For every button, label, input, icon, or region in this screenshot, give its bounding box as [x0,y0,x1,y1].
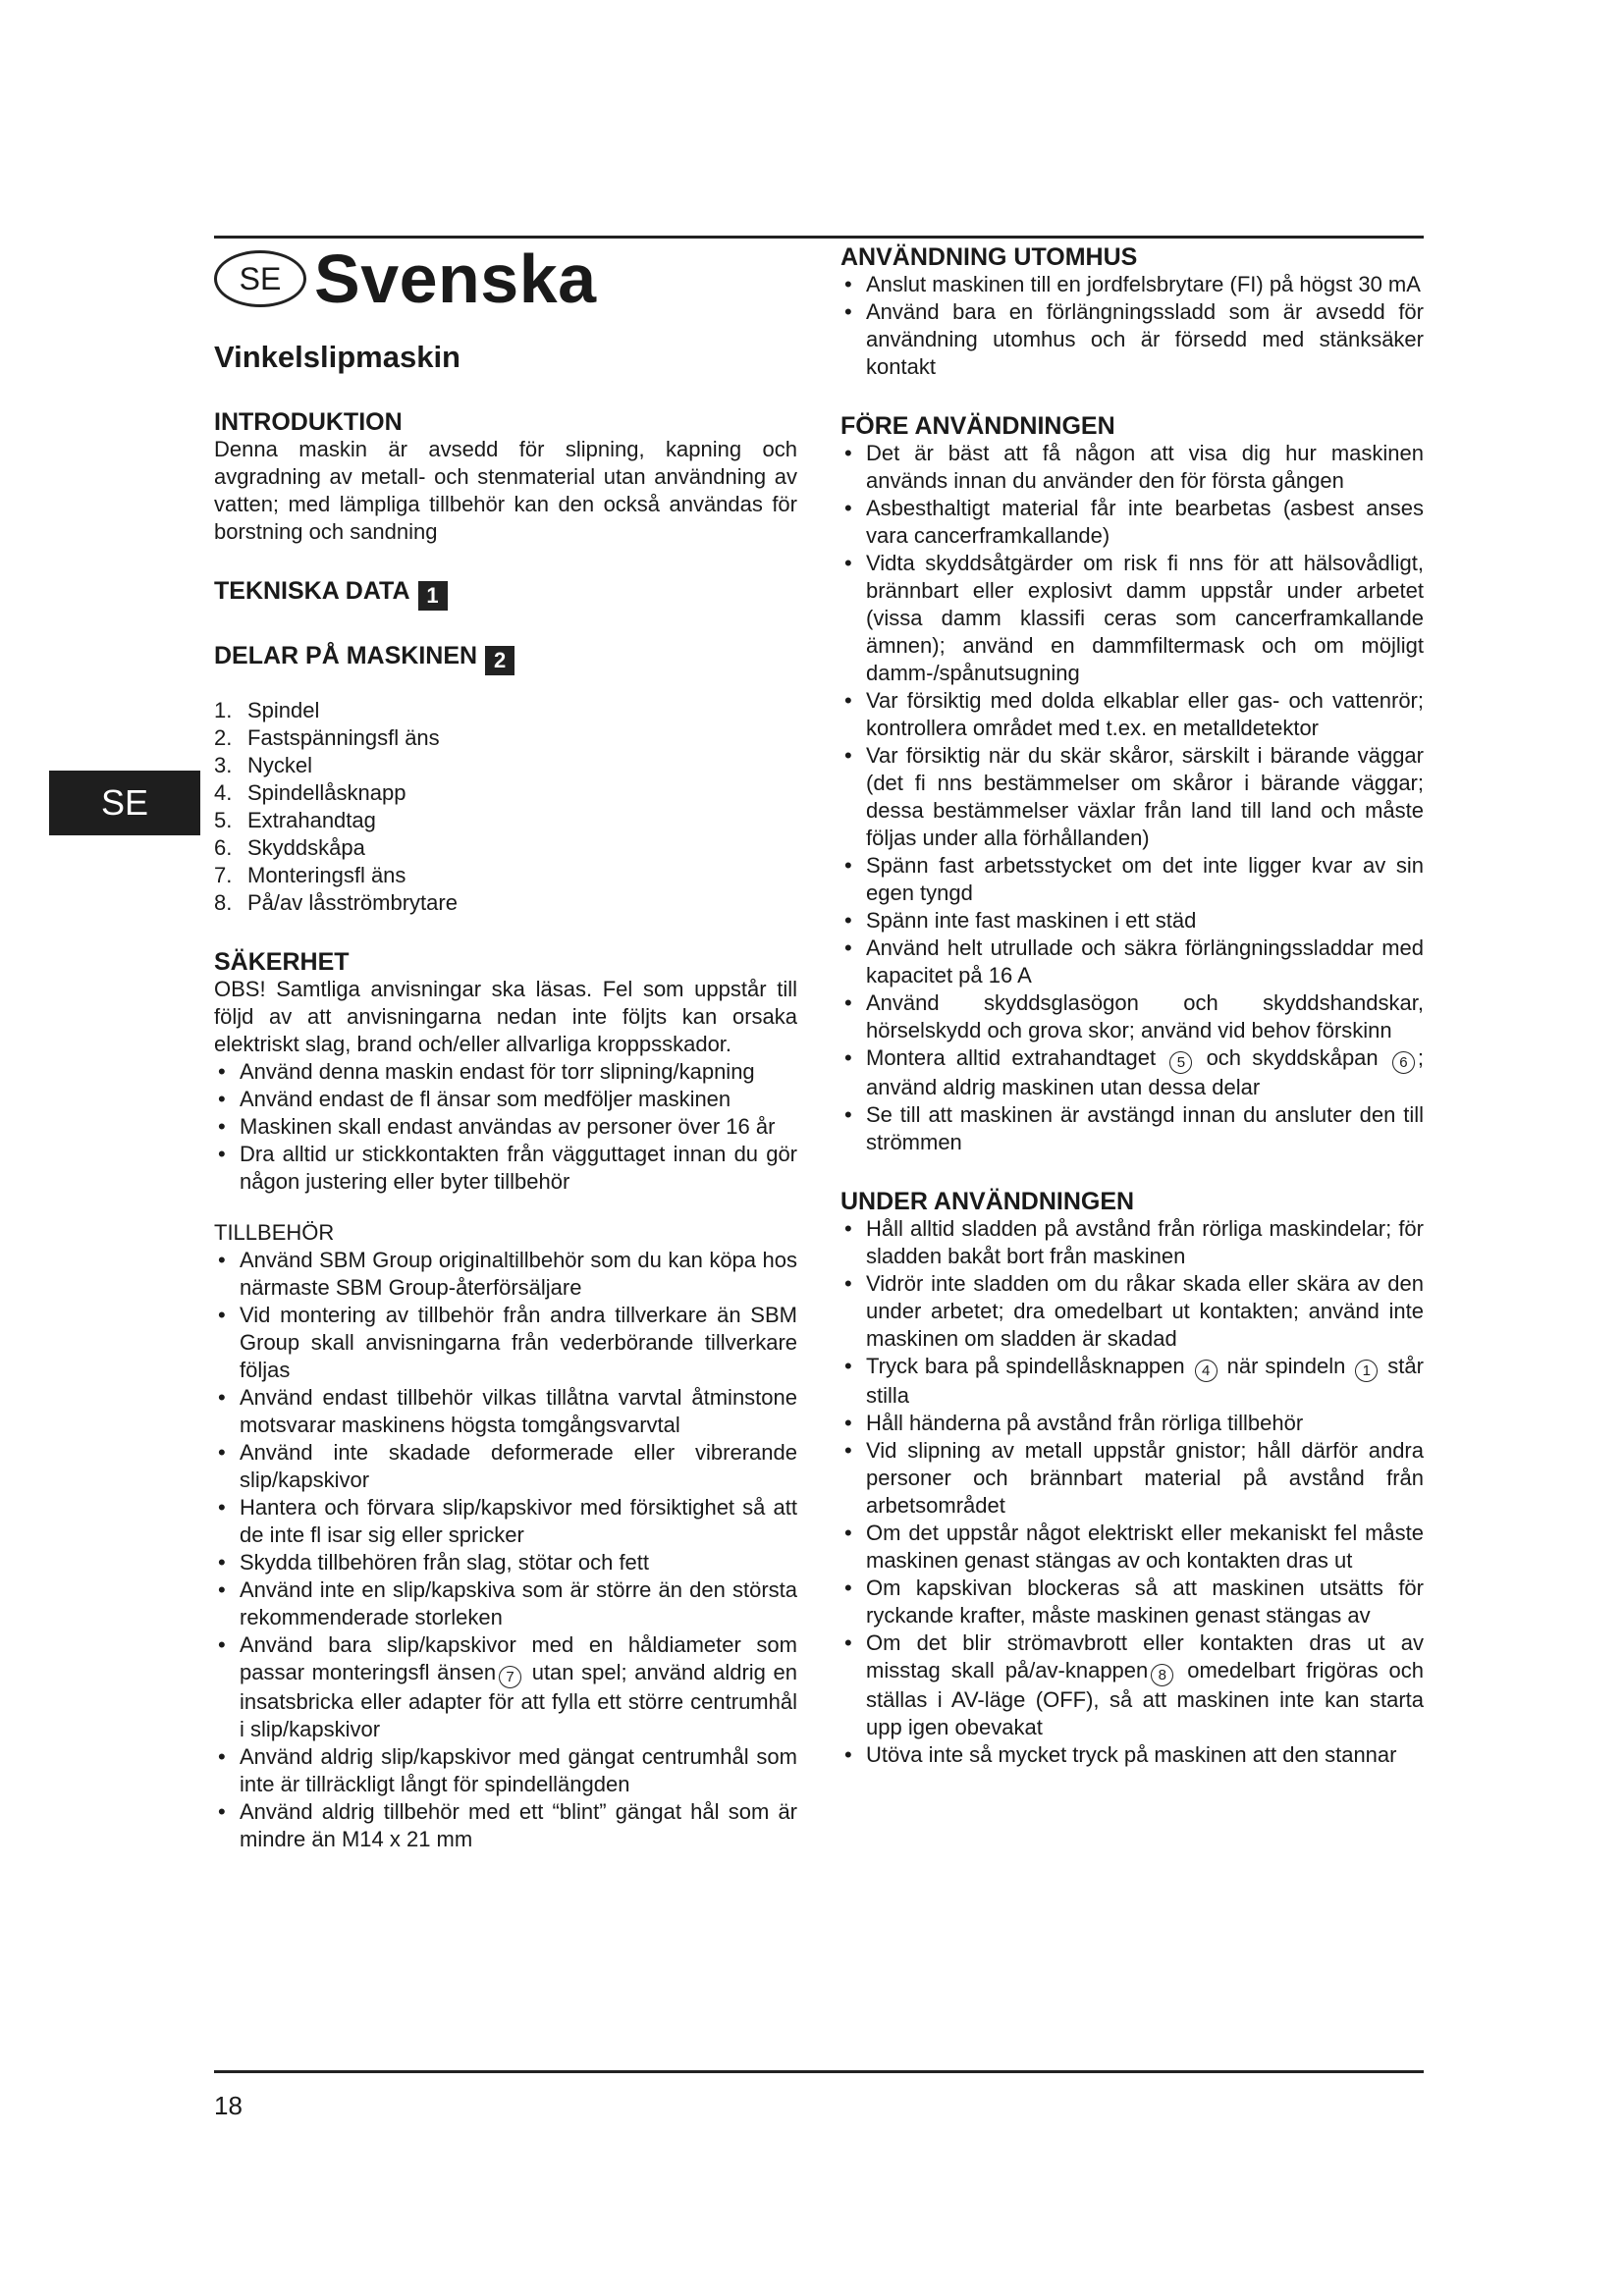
safety-section [214,948,797,1196]
before-list [840,440,1424,1156]
list-item: • Spänn fast arbetsstycket om det inte ligger kvar av sin egen tyngd [840,852,1424,907]
language-code: SE [239,260,282,296]
list-item: • Använd inte skadade deformerade eller vibrerande slip/kapskivor [214,1439,797,1494]
list-item: • Skydda tillbehören från slag, stötar och fett [214,1549,797,1576]
list-item: • Utöva inte så mycket tryck på maskinen att den stannar [840,1741,1424,1769]
list-item: • Var försiktig när du skär skåror, särskilt i bärande väggar (det fi nns bestämmelser om skåror i bärande väggar; dessa bestämmelser växlar från land till land och måste följas under alla förhållanden) [840,742,1424,852]
list-item: • Vid montering av tillbehör från andra tillverkare än SBM Group skall anvisningarna från vederbörande tillverkare följas [214,1302,797,1384]
outdoor-section [840,243,1424,381]
during-section [840,1188,1424,1769]
part-ref-circle: 4 [1195,1360,1218,1382]
figure-ref-badge: 1 [418,581,448,611]
list-item: 4. Spindellåsknapp [214,780,406,805]
safety-intro: OBS! Samtliga anvisningar ska läsas. Fel som uppstår till följd av att anvisningarna nedan inte följts kan orsaka elektriskt slag, brand och/eller allvarliga kroppsskador. [214,977,797,1056]
accessories-heading: TILLBEHÖR [214,1220,335,1245]
during-heading: UNDER ANVÄNDNINGEN [840,1188,1135,1215]
list-item: • Dra alltid ur stickkontakten från vägguttaget innan du gör någon justering eller byter tillbehör [214,1141,797,1196]
side-tab-label: SE [100,782,149,823]
outdoor-heading: ANVÄNDNING UTOMHUS [840,243,1138,271]
list-item: 8. På/av låsströmbrytare [214,890,458,915]
list-item: • Använd SBM Group originaltillbehör som du kan köpa hos närmaste SBM Group-återförsäljare [214,1247,797,1302]
outdoor-list [840,271,1424,381]
accessories-section [214,1219,797,1853]
list-item: • Vid slipning av metall uppstår gnistor; håll därför andra personer och brännbart material på avstånd från arbetsområdet [840,1437,1424,1520]
list-item: • Använd helt utrullade och säkra förlängningssladdar med kapacitet på 16 A [840,934,1424,989]
list-item: • Använd bara en förlängningssladd som är avsedd för användning utomhus och är försedd med stänksäker kontakt [840,298,1424,381]
list-item: • Spänn inte fast maskinen i ett städ [840,907,1424,934]
document-subtitle: Vinkelslipmaskin [214,340,460,374]
list-item: • Håll alltid sladden på avstånd från rörliga maskindelar; för sladden bakåt bort från maskinen [840,1215,1424,1270]
list-item: • Använd bara slip/kapskivor med en håldiameter som passar monteringsfl änsen 7 utan spel; använd aldrig en insatsbricka eller adapter för att fylla ett större centrumhål i slip/kapskivor [214,1631,797,1743]
figure-ref-badge: 2 [485,646,514,675]
list-item: • Använd inte en slip/kapskiva som är större än den största rekommenderade storleken [214,1576,797,1631]
list-item: • Använd skyddsglasögon och skyddshandskar, hörselskydd och grova skor; använd vid behov förskinn [840,989,1424,1044]
safety-heading: SÄKERHET [214,948,350,976]
list-item: • Maskinen skall endast användas av personer över 16 år [214,1113,797,1141]
during-list [840,1215,1424,1769]
left-column [214,234,797,1853]
list-item: • Håll händerna på avstånd från rörliga tillbehör [840,1410,1424,1437]
intro-heading: INTRODUKTION [214,408,403,436]
language-code-oval [214,250,306,307]
parts-heading [214,642,797,675]
list-item: • Om det uppstår något elektriskt eller mekaniskt fel måste maskinen genast stängas av och kontakten dras ut [840,1520,1424,1575]
list-item: • Asbesthaltigt material får inte bearbetas (asbest anses vara cancerframkallande) [840,495,1424,550]
tech-section [214,577,797,611]
list-item: • Hantera och förvara slip/kapskivor med försiktighet så att de inte fl isar sig eller spricker [214,1494,797,1549]
list-item: • Vidrör inte sladden om du råkar skada eller skära av den under arbetet; dra omedelbart ut kontakten; använd inte maskinen om sladden är skadad [840,1270,1424,1353]
list-item: 3. Nyckel [214,753,313,777]
list-item: 5. Extrahandtag [214,808,376,832]
list-item: 2. Fastspänningsfl äns [214,725,440,750]
parts-heading-text: DELAR PÅ MASKINEN [214,642,478,669]
language-side-tab [49,771,200,835]
right-column [840,243,1424,1769]
list-item: • Tryck bara på spindellåsknappen 4 när spindeln 1 står stilla [840,1353,1424,1410]
list-item: • Det är bäst att få någon att visa dig hur maskinen används innan du använder den för första gången [840,440,1424,495]
list-item: 6. Skyddskåpa [214,835,365,860]
before-section [840,412,1424,1156]
part-ref-circle: 7 [499,1666,521,1688]
tech-heading-text: TEKNISKA DATA [214,577,410,605]
part-ref-circle: 5 [1169,1051,1192,1074]
language-title: Svenska [314,240,597,317]
list-item: • Anslut maskinen till en jordfelsbrytare (FI) på högst 30 mA [840,271,1424,298]
list-item: • Se till att maskinen är avstängd innan du ansluter den till strömmen [840,1101,1424,1156]
intro-section [214,408,797,546]
accessories-list [214,1247,797,1853]
intro-text: Denna maskin är avsedd för slipning, kapning och avgradning av metall- och stenmaterial utan användning av vatten; med lämpliga tillbehör kan den också användas för borstning och sandning [214,437,797,544]
list-item: • Var försiktig med dolda elkablar eller gas- och vattenrör; kontrollera området med t.ex. en metalldetektor [840,687,1424,742]
parts-section [214,642,797,917]
list-item: • Om det blir strömavbrott eller kontakten dras ut av misstag skall på/av-knappen 8 omedelbart frigöras och ställas i AV-läge (OFF), så att maskinen inte kan starta upp igen obevakat [840,1629,1424,1741]
bottom-rule [214,2070,1424,2073]
list-item: 1. Spindel [214,698,320,722]
list-item: • Om kapskivan blockeras så att maskinen utsätts för ryckande krafter, måste maskinen genast stängas av [840,1575,1424,1629]
page-number: 18 [214,2091,243,2120]
part-ref-circle: 8 [1151,1664,1173,1686]
safety-list [214,1058,797,1196]
before-heading: FÖRE ANVÄNDNINGEN [840,412,1115,440]
part-ref-circle: 1 [1355,1360,1378,1382]
part-ref-circle: 6 [1392,1051,1415,1074]
tech-heading [214,577,797,611]
list-item: • Vidta skyddsåtgärder om risk fi nns för att hälsovådligt, brännbart eller explosivt damm uppstår under arbetet (vissa damm klassifi ceras som cancerframkallande ämnen); använd en dammfiltermask och om möjligt damm-/spånutsugning [840,550,1424,687]
list-item: • Använd aldrig tillbehör med ett “blint” gängat hål som är mindre än M14 x 21 mm [214,1798,797,1853]
list-item: • Montera alltid extrahandtaget 5 och skyddskåpan 6 ; använd aldrig maskinen utan dessa delar [840,1044,1424,1101]
language-header [214,234,797,324]
list-item: • Använd endast tillbehör vilkas tillåtna varvtal åtminstone motsvarar maskinens högsta tomgångsvarvtal [214,1384,797,1439]
list-item: • Använd endast de fl änsar som medföljer maskinen [214,1086,797,1113]
list-item: • Använd denna maskin endast för torr slipning/kapning [214,1058,797,1086]
list-item: 7. Monteringsfl äns [214,863,406,887]
list-item: • Använd aldrig slip/kapskivor med gängat centrumhål som inte är tillräckligt långt för spindellängden [214,1743,797,1798]
parts-list [214,697,797,917]
